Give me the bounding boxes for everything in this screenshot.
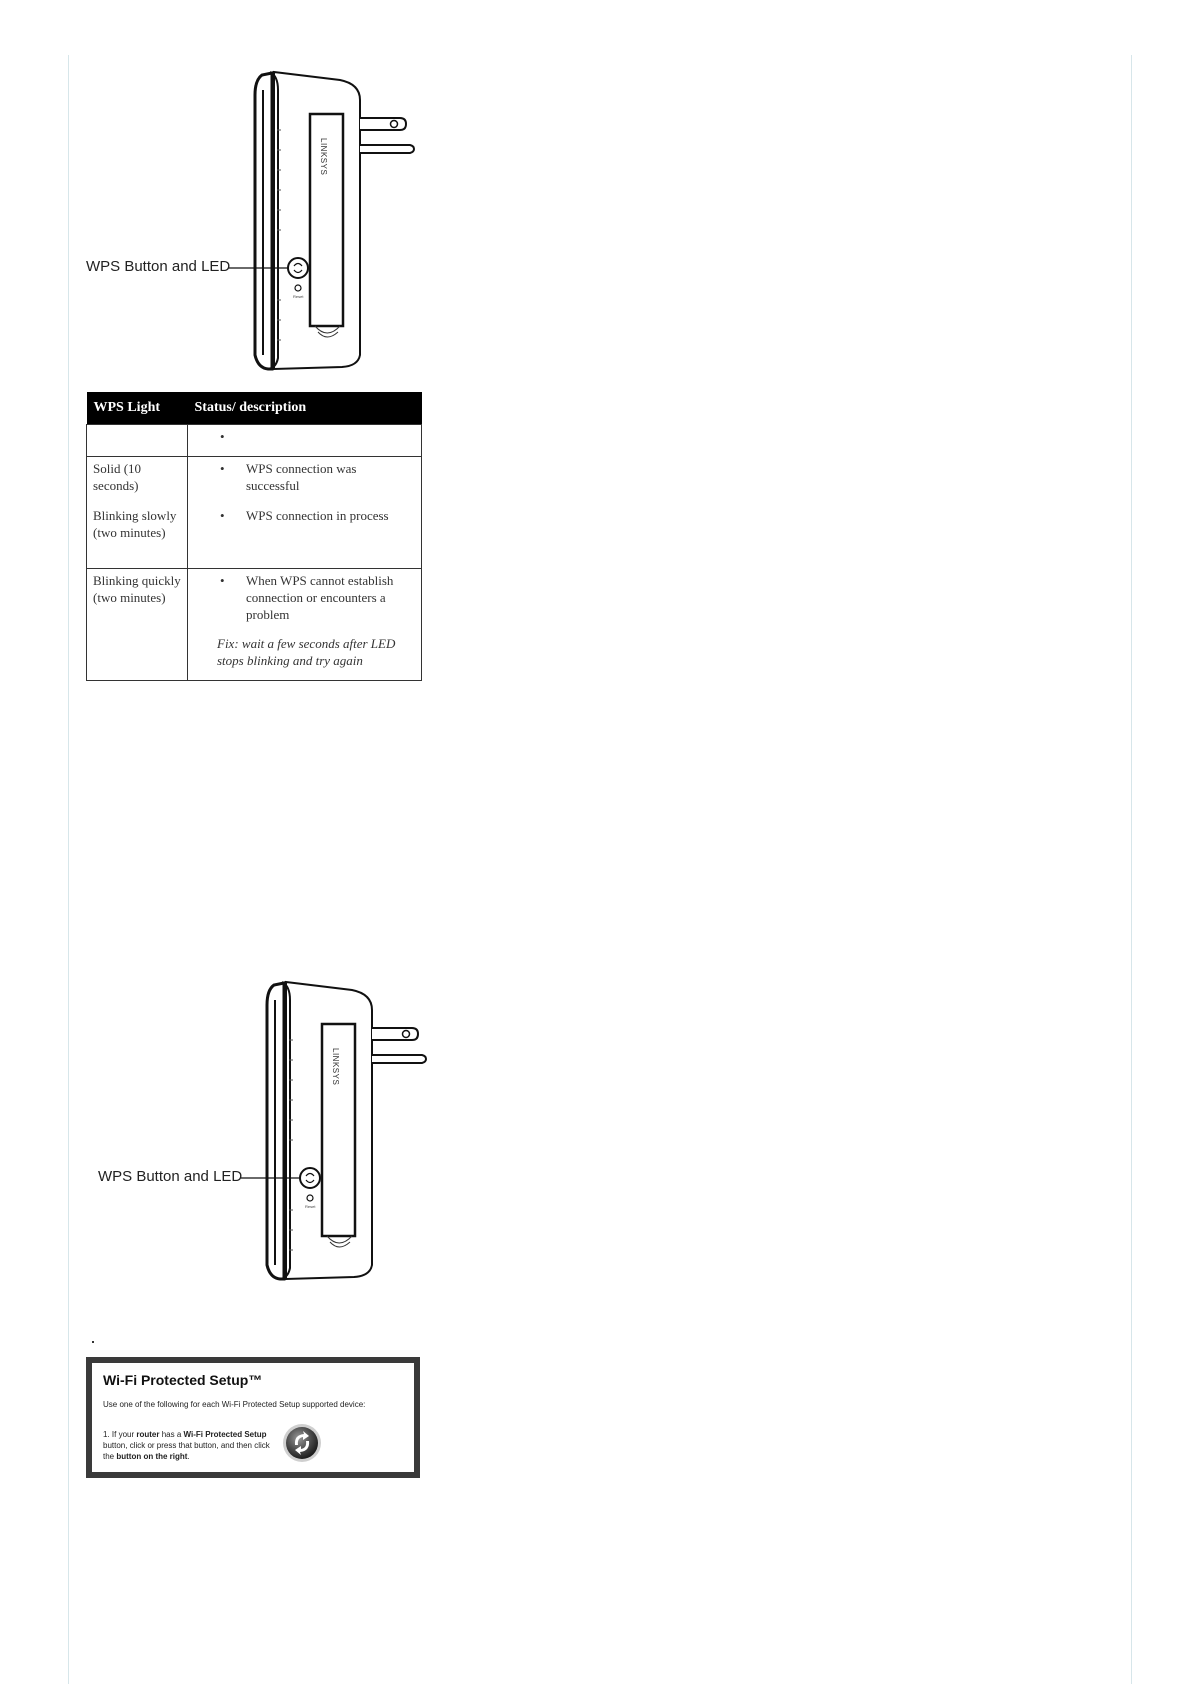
device-drawing <box>0 905 440 1285</box>
light-solid: Solid (10 seconds) <box>93 461 142 493</box>
wps-setup-panel-body <box>92 1363 414 1472</box>
device-drawing <box>0 0 440 380</box>
stray-dot <box>92 1341 94 1343</box>
device-illustration-bottom <box>0 905 440 1285</box>
table-row <box>87 569 422 681</box>
wps-button-callout: WPS Button and LED <box>98 1168 243 1185</box>
header-wps-light: WPS Light <box>87 392 188 425</box>
table-row <box>87 457 422 569</box>
panel-step-1: 1. If your router has a Wi-Fi Protected Setup button, click or press that button, and then click the button on the right. <box>103 1430 270 1461</box>
status-problem: When WPS cannot establish connection or encounters a problem <box>246 573 394 622</box>
wps-setup-panel <box>86 1357 420 1478</box>
wps-button-callout: WPS Button and LED <box>86 258 231 275</box>
device-brand-logo: LINKSYS <box>331 1048 340 1086</box>
right-page-rule <box>1131 55 1132 1684</box>
fix-note: Fix: wait a few seconds after LED stops blinking and try again <box>217 636 396 668</box>
wps-light-table <box>86 392 422 681</box>
status-cell: • When WPS cannot establish connection or encounters a problem Fix: wait a few seconds after LED stops blinking and try again <box>188 569 422 681</box>
reset-label: Reset <box>305 1204 316 1209</box>
device-brand-logo: LINKSYS <box>319 138 328 176</box>
status-successful: WPS connection was successful <box>246 461 357 493</box>
reset-label: Reset <box>293 294 304 299</box>
table-row <box>87 425 422 457</box>
light-cell <box>87 569 188 681</box>
light-cell <box>87 457 188 569</box>
light-blinking-slowly: Blinking slowly (two minutes) <box>93 508 177 540</box>
status-cell: • WPS connection was successful • WPS connection in process <box>188 457 422 569</box>
panel-subtitle: Use one of the following for each Wi-Fi Protected Setup supported device: <box>103 1400 366 1409</box>
status-in-process: WPS connection in process <box>246 508 389 523</box>
header-status: Status/ description <box>188 392 422 425</box>
wps-push-button-icon[interactable] <box>282 1423 322 1463</box>
device-illustration-top <box>0 0 440 380</box>
panel-title: Wi-Fi Protected Setup™ <box>103 1372 263 1388</box>
light-cell <box>87 425 188 457</box>
light-blinking-quickly: Blinking quickly (two minutes) <box>93 573 181 605</box>
status-cell: • <box>188 425 422 457</box>
